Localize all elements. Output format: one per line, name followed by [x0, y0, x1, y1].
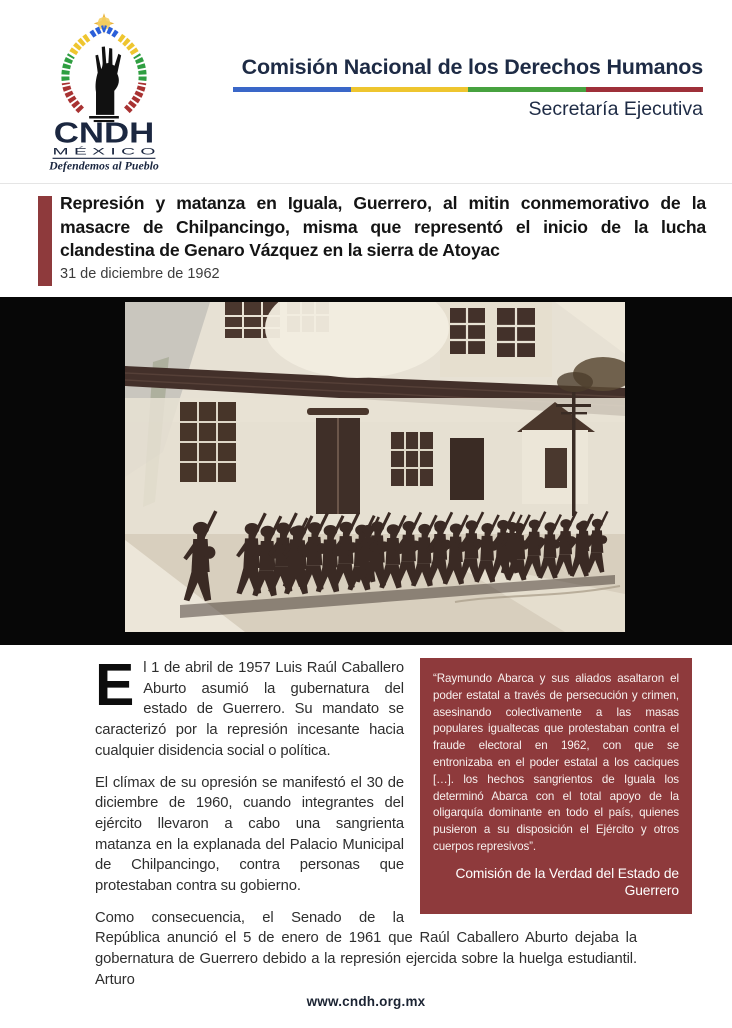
- org-title: Comisión Nacional de los Derechos Humanos: [241, 55, 703, 79]
- bar-segment-red: [586, 87, 704, 92]
- bar-segment-yellow: [351, 87, 469, 92]
- drop-cap: E: [95, 652, 135, 718]
- headline-title: Represión y matanza en Iguala, Guerrero, al mitin conmemorativo de la masacre de Chilpancingo, misma que representó el inicio de la lucha clandestina de Genaro Vázquez en la sierra de Atoyac: [60, 193, 706, 261]
- headline-date: 31 de diciembre de 1962: [60, 266, 220, 282]
- logo-country: M É X I C O: [52, 146, 156, 157]
- paragraph-1-text: l 1 de abril de 1957 Luis Raúl Caballero Aburto asumió la gubernatura del estado de Guerrero. Su mandato se caracterizó por la represión incesante hacia cualquier disidencia social o política.: [95, 660, 404, 759]
- bar-segment-green: [468, 87, 586, 92]
- logo-motto: Defendemos al Pueblo: [48, 158, 159, 172]
- bar-segment-blue: [233, 87, 351, 92]
- paragraph-2: El clímax de su opresión se manifestó el 30 de diciembre de 1960, cuando integrantes del ejército llevaron a cabo una sangrienta matanza en la explanada del Palacio Municipal de Chilpancingo, contra personas que protestaban contra su gobierno.: [95, 774, 404, 895]
- photo-band: [0, 297, 732, 645]
- pull-quote-attribution: Comisión de la Verdad del Estado de Guerrero: [455, 865, 679, 899]
- flag-color-bar: [233, 87, 703, 92]
- footer-url: www.cndh.org.mx: [306, 994, 426, 1009]
- historical-photo: [125, 302, 625, 632]
- pull-quote-box: [420, 658, 692, 914]
- logo-acronym: CNDH: [53, 117, 155, 150]
- pull-quote-text: “Raymundo Abarca y sus aliados asaltaron el poder estatal a través de persecución y crimen, asesinando colectivamente a las masas populares igualtecas que protestaban contra el fraude electoral en 1962, con que se entronizaba en el poder estatal a los caciques […]. los hechos sangrientos de Iguala los determinó Abarca con el total apoyo de la oligarquía dominante en todo el país, quienes pusieron a su disposición el Ejército y otros cuerpos represivos”.: [433, 672, 679, 853]
- hand-icon: [89, 47, 121, 123]
- org-subtitle: Secretaría Ejecutiva: [528, 98, 703, 120]
- paragraph-3: Como consecuencia, el Senado de la República anunció el 5 de enero de 1961 que Raúl Caballero Aburto dejaba la gobernatura de Guerrero debido a la represión ejercida sobre la huelga estudiantil. Arturo: [95, 909, 637, 988]
- headline-accent-bar: [38, 196, 52, 286]
- cndh-logo: [46, 12, 162, 172]
- article-body: [95, 652, 679, 1002]
- header-divider: [0, 183, 732, 184]
